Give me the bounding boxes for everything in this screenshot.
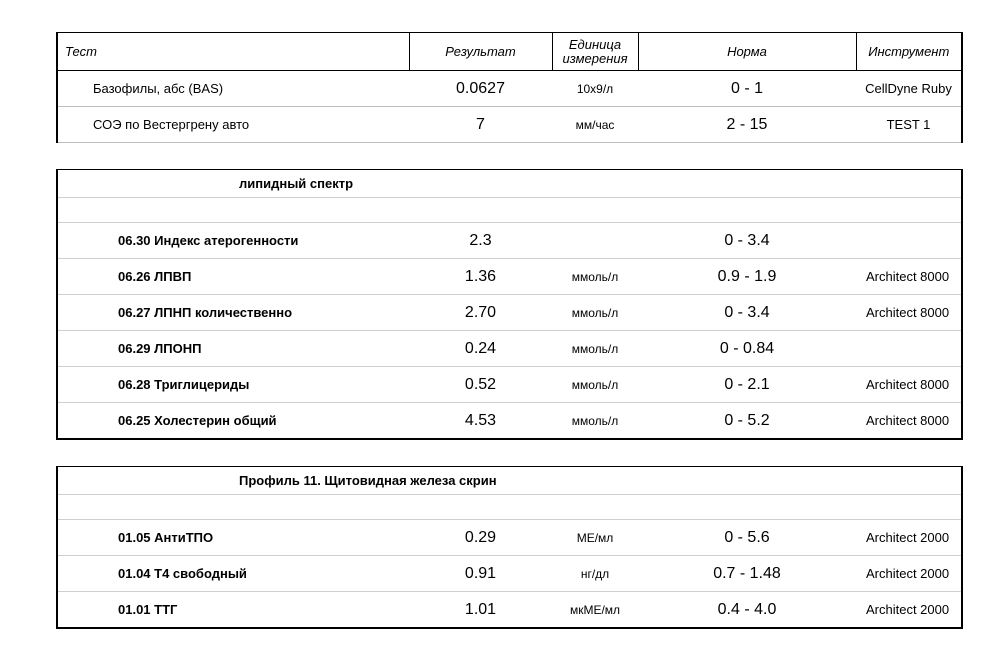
test-unit: мм/час bbox=[552, 107, 638, 143]
table-row bbox=[57, 367, 962, 403]
test-norm: 0 - 1 bbox=[638, 71, 856, 107]
test-unit: ммоль/л bbox=[552, 295, 638, 331]
test-unit: ммоль/л bbox=[552, 259, 638, 295]
test-norm: 0 - 3.4 bbox=[638, 295, 856, 331]
test-result: 2.3 bbox=[409, 223, 552, 259]
test-norm: 0 - 5.2 bbox=[724, 411, 770, 429]
test-name: 06.30 Индекс атерогенности bbox=[57, 223, 409, 259]
test-result: 2.70 bbox=[409, 295, 552, 331]
test-unit: ммоль/л bbox=[571, 413, 619, 428]
test-norm: 0.9 - 1.9 bbox=[638, 259, 856, 295]
test-instrument bbox=[856, 223, 962, 259]
test-instrument: Architect 8000 bbox=[856, 295, 962, 331]
table-row bbox=[57, 223, 962, 259]
test-unit bbox=[552, 223, 638, 259]
test-name: 01.04 Т4 свободный bbox=[57, 556, 409, 592]
test-instrument bbox=[856, 331, 962, 367]
section-title-row bbox=[57, 467, 962, 495]
table-row bbox=[57, 556, 962, 592]
lipid-section-table bbox=[56, 169, 963, 440]
test-instrument: Architect 8000 bbox=[856, 259, 962, 295]
test-name: 06.25 Холестерин общий bbox=[118, 413, 277, 428]
test-name: 06.27 ЛПНП количественно bbox=[57, 295, 409, 331]
table-row bbox=[57, 107, 962, 143]
test-unit: мкМЕ/мл bbox=[569, 602, 621, 617]
test-name: 01.05 АнтиТПО bbox=[57, 520, 409, 556]
section-title: Профиль 11. Щитовидная железа скрин bbox=[239, 473, 497, 488]
test-name: 06.28 Триглицериды bbox=[57, 367, 409, 403]
section-spacer-row bbox=[57, 495, 962, 520]
test-norm: 2 - 15 bbox=[638, 107, 856, 143]
test-instrument: CellDyne Ruby bbox=[856, 71, 962, 107]
table-row bbox=[57, 331, 962, 367]
test-result: 1.01 bbox=[464, 600, 497, 618]
test-unit: 10x9/л bbox=[552, 71, 638, 107]
table-row bbox=[57, 71, 962, 107]
test-unit: нг/дл bbox=[552, 556, 638, 592]
table-row bbox=[57, 403, 962, 440]
table-row bbox=[57, 259, 962, 295]
test-instrument: Architect 8000 bbox=[866, 413, 950, 428]
test-name: 06.29 ЛПОНП bbox=[57, 331, 409, 367]
test-result: 0.52 bbox=[409, 367, 552, 403]
test-result: 0.24 bbox=[409, 331, 552, 367]
test-name: СОЭ по Вестергрену авто bbox=[57, 107, 409, 143]
test-instrument: TEST 1 bbox=[856, 107, 962, 143]
test-instrument: Architect 2000 bbox=[856, 520, 962, 556]
header-instrument: Инструмент bbox=[856, 33, 962, 71]
thyroid-section-table bbox=[56, 466, 963, 629]
table-row bbox=[57, 592, 962, 629]
table-header-row bbox=[57, 33, 962, 71]
test-name: 01.01 ТТГ bbox=[118, 602, 178, 617]
test-unit: МЕ/мл bbox=[552, 520, 638, 556]
test-name: 06.26 ЛПВП bbox=[57, 259, 409, 295]
test-norm: 0.7 - 1.48 bbox=[638, 556, 856, 592]
table-row bbox=[57, 520, 962, 556]
test-result: 4.53 bbox=[464, 411, 497, 429]
test-result: 0.29 bbox=[409, 520, 552, 556]
test-result: 1.36 bbox=[409, 259, 552, 295]
test-norm: 0 - 0.84 bbox=[638, 331, 856, 367]
section-title: липидный спектр bbox=[239, 176, 354, 191]
header-unit bbox=[552, 33, 638, 71]
table-row bbox=[57, 295, 962, 331]
test-result: 0.0627 bbox=[409, 71, 552, 107]
test-unit: ммоль/л bbox=[552, 367, 638, 403]
test-instrument: Architect 2000 bbox=[856, 556, 962, 592]
section-spacer-row bbox=[57, 198, 962, 223]
test-instrument: Architect 8000 bbox=[856, 367, 962, 403]
test-result: 7 bbox=[409, 107, 552, 143]
header-test: Тест bbox=[57, 33, 409, 71]
test-instrument: Architect 2000 bbox=[866, 602, 950, 617]
header-norm: Норма bbox=[638, 33, 856, 71]
test-unit: ммоль/л bbox=[552, 331, 638, 367]
section-title-row bbox=[57, 170, 962, 198]
test-name: Базофилы, абс (BAS) bbox=[57, 71, 409, 107]
test-norm: 0 - 2.1 bbox=[638, 367, 856, 403]
header-result: Результат bbox=[409, 33, 552, 71]
general-results-table bbox=[56, 32, 963, 143]
test-norm: 0.4 - 4.0 bbox=[717, 600, 777, 618]
header-unit-line1: Единица bbox=[568, 36, 622, 52]
test-norm: 0 - 3.4 bbox=[638, 223, 856, 259]
header-unit-line2: измерения bbox=[562, 50, 628, 66]
test-norm: 0 - 5.6 bbox=[638, 520, 856, 556]
test-result: 0.91 bbox=[409, 556, 552, 592]
